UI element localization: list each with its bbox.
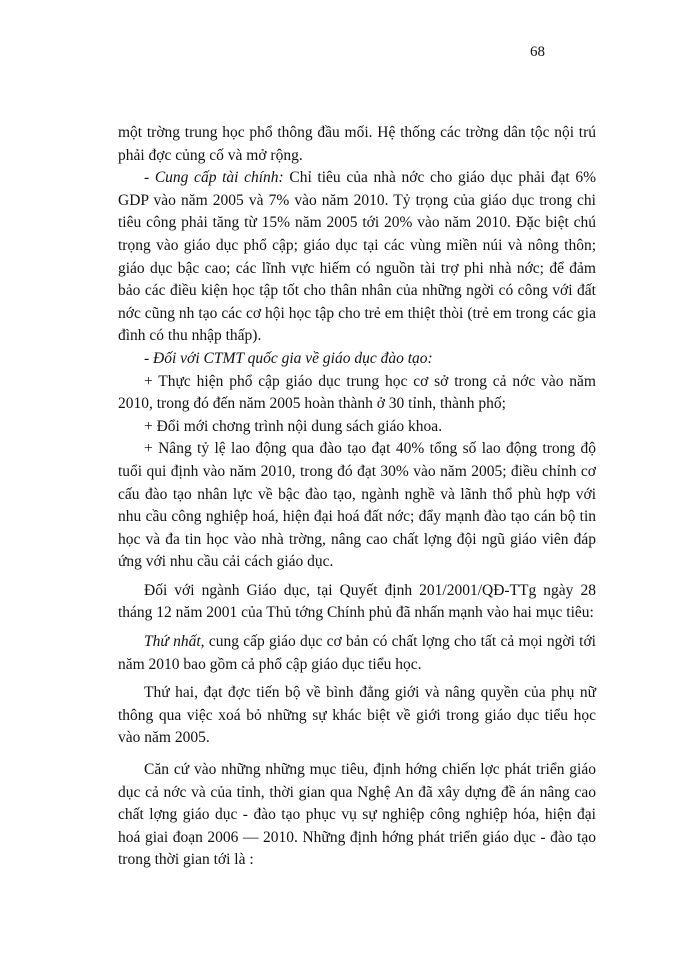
paragraph-decision: Đối với ngành Giáo dục, tại Quyết định 201/2001/QĐ-TTg ngày 28 tháng 12 năm 2001 của Thủ tớng Chính phủ đã nhấn mạnh vào hai mục tiêu: <box>118 581 596 622</box>
paragraph-bullet-3: + Nâng tỷ lệ lao động qua đào tạo đạt 40% tổng số lao động trong độ tuổi qui định vào năm 2010, trong đó đạt 30% vào năm 2005; điều chỉnh cơ cấu đào tạo nhân lực về bậc đào tạo, ngành nghề và lãnh thổ phù hợp với nhu cầu công nghiệp hoá, hiện đại hoá đất nớc; đẩy mạnh đào tạo cán bộ tin học và đa tin học vào nhà trờng, nâng cao chất lợng đội ngũ giáo viên đáp ứng với nhu cầu cải cách giáo dục. <box>118 440 596 571</box>
first-goal-label: Thứ nhất, <box>144 633 205 651</box>
paragraph-first-goal <box>118 631 596 676</box>
finance-text: Chỉ tiêu của nhà nớc cho giáo dục phải đạt 6% GDP vào năm 2005 và 7% vào năm 2010. Tỷ trọng của giáo dục trong chi tiêu công phải tăng từ 15% năm 2005 tới 20% vào năm 2010. Đặc biệt chú trọng vào giáo dục phổ cập; giáo dục tại các vùng miền núi và nông thôn; giáo dục bậc cao; các lĩnh vực hiếm có nguồn tài trợ phi nhà nớc; để đảm bảo các điều kiện học tập tốt cho thân nhân của những ngời có công với đất nớc cũng nh tạo các cơ hội học tập cho trẻ em thiệt thòi (trẻ em trong các gia đình có thu nhập thấp). <box>118 169 596 345</box>
paragraph-ctmt-heading: - Đối với CTMT quốc gia về giáo dục đào tạo: <box>144 349 433 367</box>
document-body <box>118 122 596 872</box>
paragraph-bullet-2: + Đổi mới chơng trình nội dung sách giáo khoa. <box>144 417 443 435</box>
page-number: 68 <box>530 44 545 60</box>
finance-heading: - Cung cấp tài chính: <box>144 169 284 187</box>
paragraph-finance <box>118 167 596 348</box>
paragraph-intro: một trờng trung học phổ thông đầu mối. Hệ thống các trờng dân tộc nội trú phải đợc củng cố và mở rộng. <box>118 124 596 164</box>
paragraph-bullet-1: + Thực hiện phổ cập giáo dục trung học cơ sở trong cả nớc vào năm 2010, trong đó đến năm 2005 hoàn thành ở 30 tỉnh, thành phố; <box>118 372 596 413</box>
paragraph-second-goal: Thứ hai, đạt đợc tiến bộ về bình đẳng giới và nâng quyền của phụ nữ thông qua việc xoá bỏ những sự khác biệt về giới trong giáo dục tiểu học vào năm 2005. <box>118 684 596 747</box>
paragraph-nghe-an: Căn cứ vào những những mục tiêu, định hớng chiến lợc phát triển giáo dục cả nớc và của tỉnh, thời gian qua Nghệ An đã xây dựng đề án nâng cao chất lợng giáo dục - đào tạo phục vụ sự nghiệp công nghiệp hóa, hiện đại hoá giai đoạn 2006 — 2010. Những định hớng phát triển giáo dục - đào tạo trong thời gian tới là : <box>118 761 596 869</box>
first-goal-text: cung cấp giáo dục cơ bản có chất lợng cho tất cả mọi ngời tới năm 2010 bao gồm cả phổ cập giáo dục tiểu học. <box>118 633 596 673</box>
